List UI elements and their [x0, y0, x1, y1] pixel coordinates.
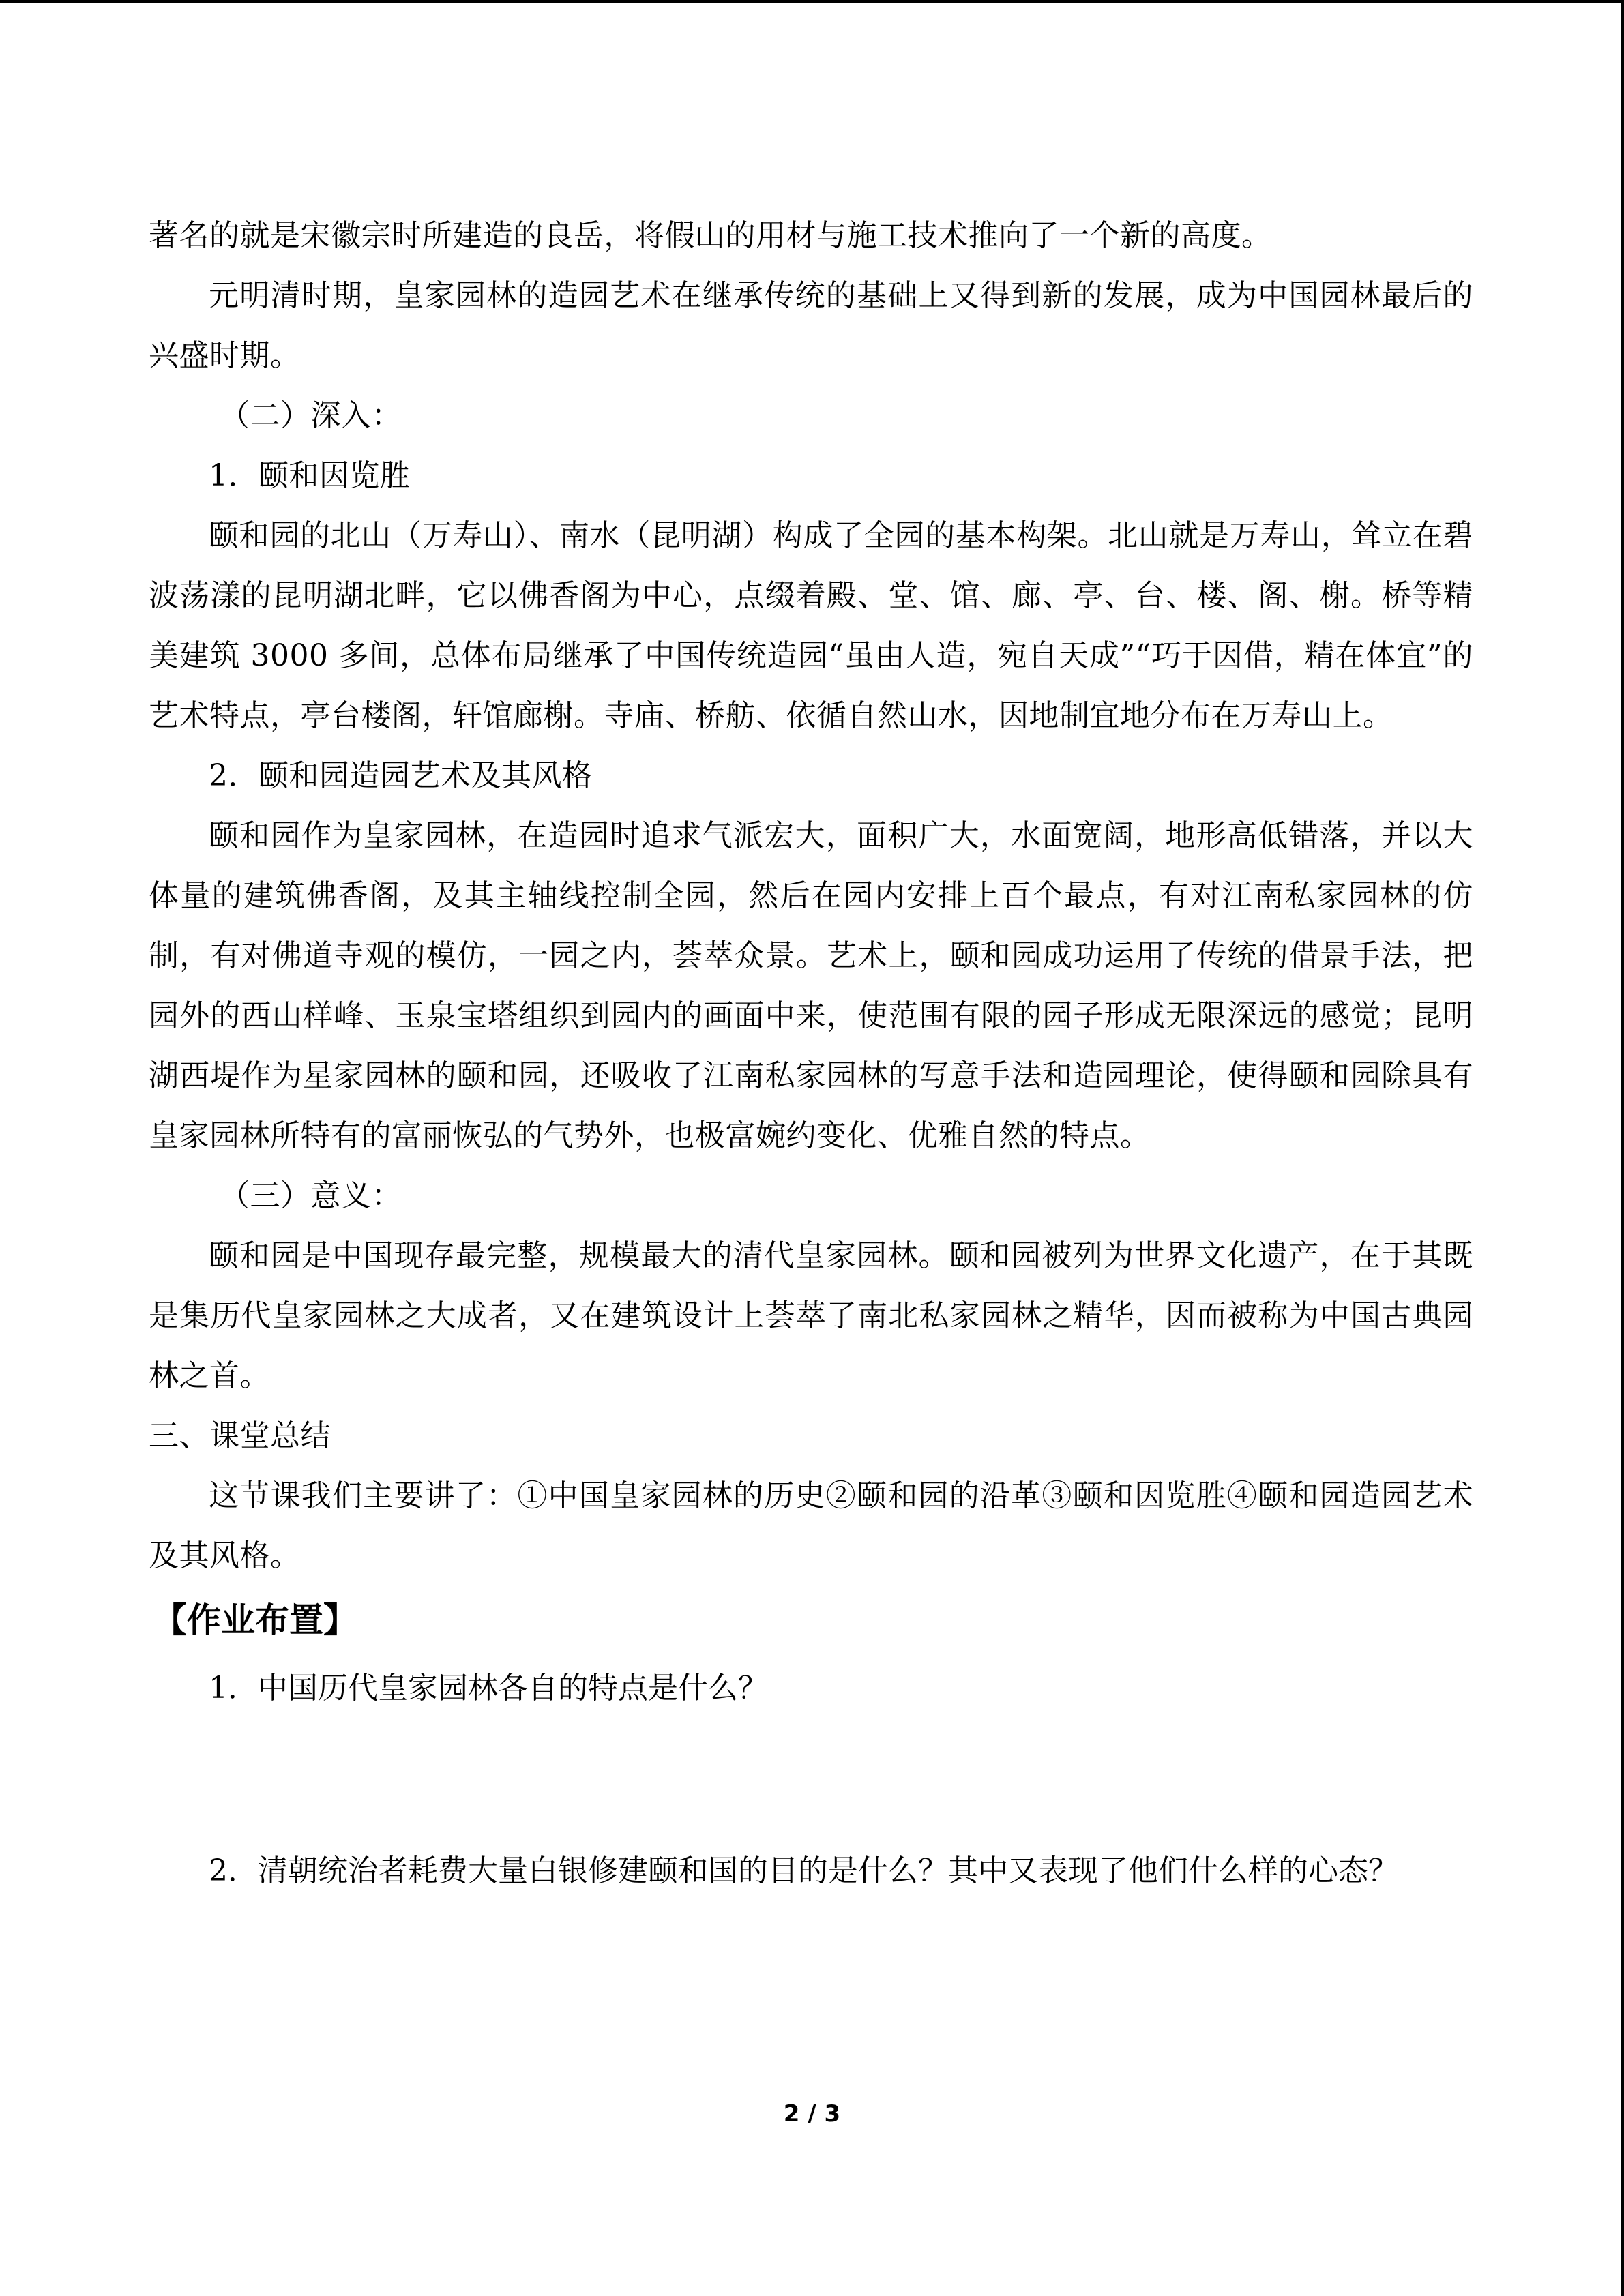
section-heading-summary: 三、课堂总结 — [149, 1418, 331, 1453]
subheading-1: 1．颐和因览胜 — [209, 458, 411, 493]
document-body — [149, 206, 1473, 1901]
homework-question-2: 2．清朝统治者耗费大量白银修建颐和国的目的是什么？其中又表现了他们什么样的心态？ — [209, 1853, 1398, 1888]
subheading-deepen: （二）深入： — [220, 398, 402, 433]
page-border-right — [1621, 0, 1624, 2296]
page-number: 2 / 3 — [783, 2100, 841, 2128]
homework-title: 【作业布置】 — [153, 1600, 357, 1640]
homework-question-1: 1．中国历代皇家园林各自的特点是什么？ — [209, 1671, 768, 1705]
paragraph-6: 这节课我们主要讲了：①中国皇家园林的历史②颐和园的沿革③颐和因览胜④颐和园造园艺术及其风格。 — [149, 1478, 1473, 1573]
page-border-top — [0, 0, 1624, 3]
paragraph-1: 著名的就是宋徽宗时所建造的良岳，将假山的用材与施工技术推向了一个新的高度。 — [149, 218, 1272, 253]
paragraph-4: 颐和园作为皇家园林，在造园时追求气派宏大，面积广大，水面宽阔，地形高低错落，并以大体量的建筑佛香阁，及其主轴线控制全园，然后在园内安排上百个最点，有对江南私家园林的仿制，有对佛道寺观的模仿，一园之内，荟萃众景。艺术上，颐和园成功运用了传统的借景手法，把园外的西山样峰、玉泉宝塔组织到园内的画面中来，使范围有限的园子形成无限深远的感觉；昆明湖西堤作为星家园林的颐和园，还吸收了江南私家园林的写意手法和造园理论，使得颐和园除具有皇家园林所特有的富丽恢弘的气势外，也极富婉约变化、优雅自然的特点。 — [149, 818, 1473, 1153]
subheading-significance: （三）意义： — [220, 1178, 402, 1213]
paragraph-3: 颐和园的北山（万寿山）、南水（昆明湖）构成了全园的基本构架。北山就是万寿山，耸立在碧波荡漾的昆明湖北畔，它以佛香阁为中心，点缀着殿、堂、馆、廊、亭、台、楼、阁、榭。桥等精美建筑 3000 多间，总体布局继承了中国传统造园“虽由人造，宛自天成”“巧于因借，精在体宜”的艺术特点，亭台楼阁，轩馆廊榭。寺庙、桥舫、依循自然山水，因地制宜地分布在万寿山上。 — [149, 518, 1473, 733]
subheading-2: 2．颐和园造园艺术及其风格 — [209, 758, 593, 793]
paragraph-2: 元明清时期，皇家园林的造园艺术在继承传统的基础上又得到新的发展，成为中国园林最后的兴盛时期。 — [149, 278, 1473, 373]
paragraph-5: 颐和园是中国现存最完整，规模最大的清代皇家园林。颐和园被列为世界文化遗产，在于其既是集历代皇家园林之大成者，又在建筑设计上荟萃了南北私家园林之精华，因而被称为中国古典园林之首。 — [149, 1238, 1473, 1393]
